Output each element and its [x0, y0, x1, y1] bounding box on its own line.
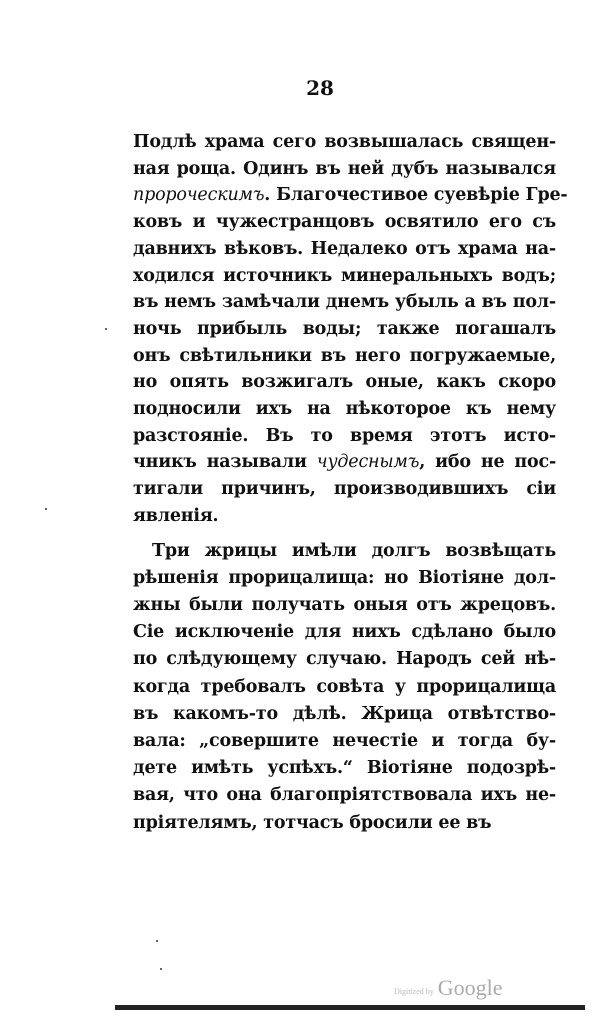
- text-line: въ какомъ-то дѣлѣ. Жрица отвѣтство-: [133, 703, 556, 724]
- text-line: вала: „совершите нечестіе и тогда бу-: [133, 730, 556, 751]
- text-line: вая, что она благопріятствовала ихъ не-: [133, 785, 556, 806]
- page-number: 28: [306, 76, 334, 100]
- italic-word: пророческимъ: [133, 185, 265, 206]
- text-line: по слѣдующему случаю. Народъ сей нѣ-: [133, 649, 556, 670]
- watermark-brand: Google: [437, 975, 503, 1000]
- scan-speck: [45, 508, 47, 510]
- watermark-prefix: Digitized by: [394, 986, 434, 996]
- text-line: когда требовалъ совѣта у прорицалища: [133, 676, 556, 697]
- digitized-by-google-watermark: [394, 975, 503, 1001]
- text-line: явленія.: [133, 505, 219, 526]
- text-line: давнихъ вѣковъ. Недалеко отъ храма на-: [133, 238, 556, 259]
- text-line: Три жрицы имѣли долгъ возвѣщать: [152, 540, 556, 561]
- text-line: пріятелямъ, тотчасъ бросили ее въ: [133, 812, 492, 833]
- text-segment: чникъ называли: [133, 452, 317, 473]
- text-line: ночь прибыль воды; также погашалъ: [133, 318, 556, 339]
- scan-speck: [160, 968, 162, 970]
- text-segment: . Благочестивое суевѣріе Гре-: [264, 185, 568, 206]
- text-line: тигали причинъ, производившихъ сіи: [133, 479, 556, 500]
- scan-speck: [105, 328, 107, 330]
- text-line: [133, 451, 556, 473]
- text-line: въ немъ замѣчали днемъ убыль а въ пол-: [133, 292, 556, 313]
- text-line: дете имѣть успѣхъ.“ Віотіяне подозрѣ-: [133, 758, 556, 779]
- text-line: Подлѣ храма сего возвышалась священ-: [133, 132, 556, 152]
- text-line: подносили ихъ на нѣкоторое къ нему: [133, 399, 556, 419]
- italic-word: чудеснымъ: [316, 452, 420, 473]
- text-line: ковъ и чужестранцовъ освятило его съ: [133, 212, 556, 233]
- text-line: [133, 184, 568, 206]
- text-line: Сіе исключеніе для нихъ сдѣлано было: [133, 622, 556, 643]
- text-line: ходился источникъ минеральныхъ водъ;: [133, 265, 556, 286]
- text-segment: , ибо не пос-: [419, 452, 557, 473]
- text-line: онъ свѣтильники въ него погружаемые,: [133, 345, 556, 366]
- scan-speck: [156, 940, 158, 942]
- text-line: ная роща. Одинъ въ ней дубъ назывался: [133, 158, 556, 179]
- text-line: но опять возжигалъ оные, какъ скоро: [133, 372, 556, 393]
- text-line: разстояніе. Въ то время этотъ исто-: [133, 425, 556, 446]
- text-line: рѣшенія прорицалища: но Віотіяне дол-: [133, 567, 556, 588]
- page-bottom-edge: [115, 1005, 585, 1010]
- text-line: жны были получать оныя отъ жрецовъ.: [133, 594, 556, 615]
